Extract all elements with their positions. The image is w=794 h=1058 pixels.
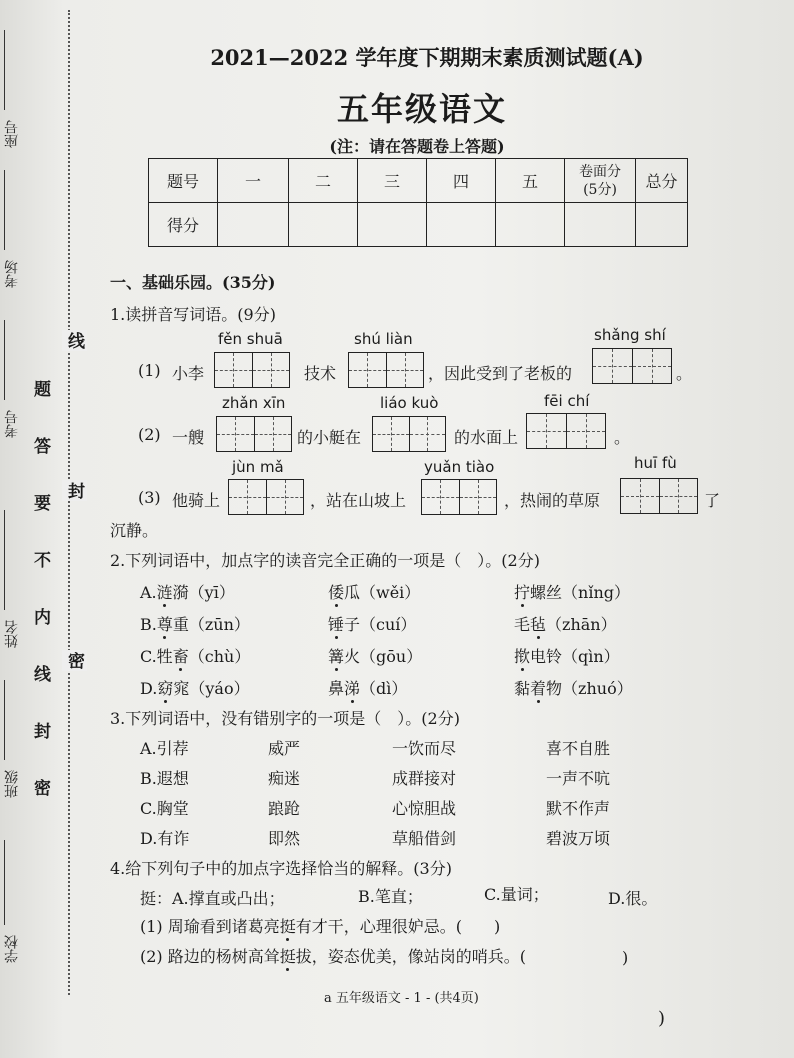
q2-option-a1: A.涟漪（yī） (140, 583, 235, 602)
q1-3-text: ，热闹的草原 (504, 491, 601, 510)
q2-option-d1: D.窈窕（yáo） (140, 679, 250, 698)
q2-option-c1: C.牲畜（chù） (140, 647, 251, 666)
label-name: 姓名 (4, 620, 20, 648)
room-blank[interactable] (4, 170, 5, 250)
q2-option-b3: 毛毡（zhān） (514, 615, 617, 634)
q4-sentence-2-close: ) (622, 948, 629, 967)
pinyin: liáo kuò (380, 394, 439, 412)
q4-sentence-2: (2) 路边的杨树高耸挺拔，姿态优美，像站岗的哨兵。( (140, 947, 527, 966)
q1-3-text: 沉静。 (110, 521, 159, 540)
q2-option-a3: 拧螺丝（nǐng） (514, 583, 630, 602)
q3-cell: 踉跄 (268, 799, 301, 818)
q1-3-text: 了 (704, 491, 721, 510)
seal-mark-seal: 封 (62, 480, 87, 501)
q3-cell: 一饮而尽 (392, 739, 457, 758)
score-header-5: 五 (496, 159, 565, 203)
answer-grid[interactable] (228, 479, 304, 515)
q2-option-a2: 倭瓜（wěi） (328, 583, 421, 602)
q3-cell: 草船借剑 (392, 829, 457, 848)
answer-grid[interactable] (348, 352, 424, 388)
pinyin: zhǎn xīn (222, 394, 286, 412)
q1-1-text: 小李 (172, 364, 205, 383)
q1-1-num: (1) (138, 361, 161, 380)
q2-option-b1: B.尊重（zūn） (140, 615, 250, 634)
seal-mark-line: 线 (62, 330, 87, 351)
q2-option-d2: 鼻涕（dì） (328, 679, 408, 698)
q4-sentence-1: (1) 周瑜看到诸葛亮挺有才干，心理很妒忌。( ) (140, 917, 501, 936)
q1-2-text: 的水面上 (454, 428, 519, 447)
score-cell[interactable] (427, 203, 496, 247)
q4-def-b: B.笔直； (358, 887, 423, 906)
score-header-4: 四 (427, 159, 496, 203)
pinyin: yuǎn tiào (424, 458, 495, 476)
score-header-1: 一 (218, 159, 289, 203)
q3-cell: 一声不吭 (546, 769, 611, 788)
q4-def-d: D.很。 (608, 889, 658, 908)
q4-def-a: 挺：A.撑直或凸出； (140, 889, 285, 908)
score-header-neatness: 卷面分 (5分) (565, 159, 636, 203)
answer-grid[interactable] (592, 348, 672, 384)
answer-grid[interactable] (216, 416, 292, 452)
answer-grid[interactable] (372, 416, 446, 452)
q3-cell: C.胸堂 (140, 799, 189, 818)
q1-3-text: 他骑上 (172, 491, 221, 510)
section-title: 一、基础乐园。(35分) (110, 273, 276, 292)
score-cell[interactable] (358, 203, 427, 247)
q2-option-c2: 篝火（gōu） (328, 647, 423, 666)
q3-cell: 威严 (268, 739, 301, 758)
answer-grid[interactable] (526, 413, 606, 449)
q1-1-text: 技术 (304, 364, 337, 383)
score-header-qnum: 题号 (149, 159, 218, 203)
answer-grid[interactable] (421, 479, 497, 515)
q3-cell: 默不作声 (546, 799, 611, 818)
q2-title: 2.下列词语中，加点字的读音完全正确的一项是（ ）。(2分) (110, 551, 540, 570)
subject-title: 五年级语文 (336, 90, 507, 128)
q3-cell: B.遐想 (140, 769, 189, 788)
score-cell[interactable] (289, 203, 358, 247)
label-room: 考场 (4, 260, 20, 288)
no-answer-notice: 题答要不内线封密 (30, 380, 50, 836)
score-table (148, 158, 688, 247)
q1-2-num: (2) (138, 425, 161, 444)
pinyin: jùn mǎ (232, 458, 284, 476)
pinyin: fēi chí (544, 392, 590, 410)
label-seat: 座号 (4, 120, 20, 148)
label-id: 考号 (4, 410, 20, 438)
school-blank[interactable] (4, 840, 5, 925)
label-class: 班级 (4, 770, 20, 798)
q3-cell: 心惊胆战 (392, 799, 457, 818)
class-blank[interactable] (4, 680, 5, 760)
score-header-total: 总分 (636, 159, 688, 203)
score-cell[interactable] (496, 203, 565, 247)
page-footer: a 五年级语文 - 1 - (共4页) (324, 991, 479, 1006)
score-header-3: 三 (358, 159, 427, 203)
score-cell[interactable] (565, 203, 636, 247)
binding-strip (0, 0, 84, 1058)
pinyin: fěn shuā (218, 330, 283, 348)
q4-def-c: C.量词； (484, 885, 549, 904)
q2-option-d3: 黏着物（zhuó） (514, 679, 633, 698)
q1-1-text: ，因此受到了老板的 (428, 364, 573, 383)
q3-cell: 成群接对 (392, 769, 457, 788)
score-header-2: 二 (289, 159, 358, 203)
q3-cell: A.引荐 (140, 739, 189, 758)
id-blank[interactable] (4, 320, 5, 400)
q1-3-num: (3) (138, 488, 161, 507)
stray-mark: ) (658, 1008, 666, 1029)
q1-2-text: 。 (614, 428, 631, 447)
seal-mark-secret: 密 (62, 650, 87, 671)
name-blank[interactable] (4, 510, 5, 610)
label-school: 学校 (4, 935, 20, 963)
answer-grid[interactable] (214, 352, 290, 388)
pinyin: huī fù (634, 454, 677, 472)
pinyin: shú liàn (354, 330, 413, 348)
q4-title: 4.给下列句子中的加点字选择恰当的解释。(3分) (110, 859, 452, 878)
q2-option-c3: 揿电铃（qìn） (514, 647, 620, 666)
q3-cell: 痴迷 (268, 769, 301, 788)
q1-3-text: ，站在山坡上 (310, 491, 407, 510)
q2-option-b2: 锤子（cuí） (328, 615, 417, 634)
score-cell[interactable] (218, 203, 289, 247)
q1-1-text: 。 (676, 364, 693, 383)
q3-cell: 喜不自胜 (546, 739, 611, 758)
answer-note: (注：请在答题卷上答题) (329, 137, 505, 156)
q3-cell: 即然 (268, 829, 301, 848)
exam-title: 2021—2022 学年度下期期末素质测试题(A) (210, 45, 644, 70)
q1-2-text: 一艘 (172, 428, 205, 447)
q1-title: 1.读拼音写词语。(9分) (110, 305, 276, 324)
q1-2-text: 的小艇在 (297, 428, 362, 447)
q3-cell: 碧波万顷 (546, 829, 611, 848)
score-row-label: 得分 (149, 203, 218, 247)
cut-line (68, 10, 70, 995)
pinyin: shǎng shí (594, 326, 666, 344)
q3-title: 3.下列词语中，没有错别字的一项是（ ）。(2分) (110, 709, 460, 728)
score-cell[interactable] (636, 203, 688, 247)
q3-cell: D.有诈 (140, 829, 190, 848)
answer-grid[interactable] (620, 478, 698, 514)
